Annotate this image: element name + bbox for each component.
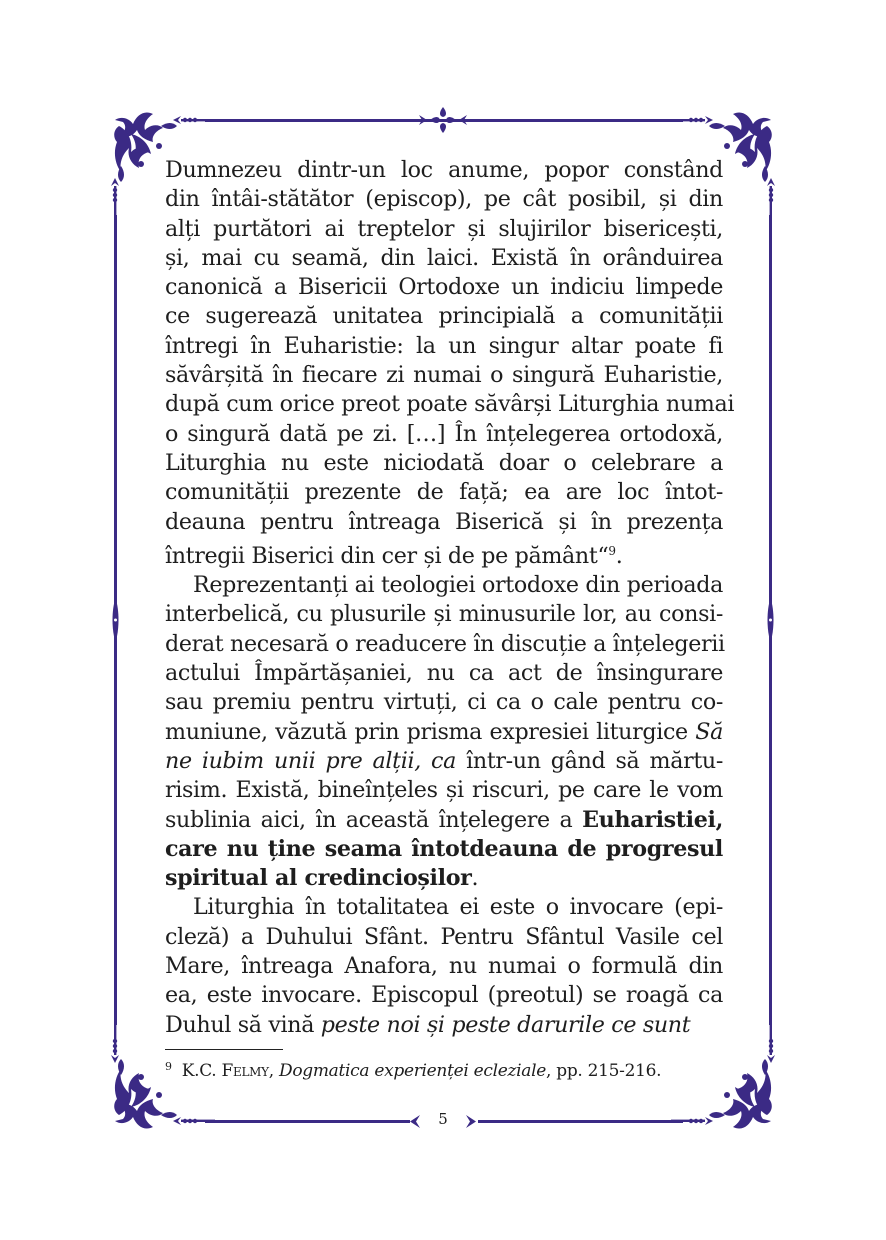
text-line xyxy=(165,508,723,537)
text-line xyxy=(165,390,735,419)
footnote-reference: 9 xyxy=(608,543,616,558)
text-run: deauna pentru întreaga Biserică și în prezența xyxy=(165,508,723,535)
text-line xyxy=(165,630,723,659)
text-run: ea, este invocare. Episcopul (preotul) se roagă ca xyxy=(165,982,723,1009)
text-line xyxy=(165,571,723,600)
footnote-title: Dogmatica experienței ecleziale xyxy=(278,1061,547,1081)
footnote-rule xyxy=(165,1049,283,1050)
text-run: și, mai cu seamă, din laici. Există în orânduirea xyxy=(165,244,723,271)
text-run: Euharistiei, xyxy=(582,806,723,833)
text-run: sublinia aici, în această înțelegere a xyxy=(165,806,583,833)
text-line xyxy=(165,747,723,776)
text-run: spiritual al credincioșilor xyxy=(165,865,472,892)
text-run: Mare, întreaga Anafora, nu numai o formulă din xyxy=(165,953,723,980)
text-line xyxy=(165,981,723,1010)
text-run: o singură dată pe zi. […] În înțelegerea ortodoxă, xyxy=(165,420,723,447)
text-line xyxy=(165,449,723,478)
text-line xyxy=(165,332,723,361)
text-line xyxy=(165,244,723,273)
text-run: . xyxy=(471,865,479,892)
text-line xyxy=(165,361,723,390)
text-run: . xyxy=(615,542,623,569)
text-line xyxy=(165,537,723,571)
text-run: Reprezentanți ai teologiei ortodoxe din perioada xyxy=(193,572,723,599)
text-run: alți purtători ai treptelor și slujirilor bisericești, xyxy=(165,215,723,242)
text-run: după cum orice preot poate săvârși Liturghia numai xyxy=(165,391,735,418)
text-line xyxy=(165,864,723,893)
text-run: care nu ține seama întotdeauna de progresul xyxy=(165,835,723,862)
text-run: canonică a Bisericii Ortodoxe un indiciu limpede xyxy=(165,274,723,301)
text-run: într-un gând să mărtu- xyxy=(456,747,724,774)
text-run: interbelică, cu plusurile și minusurile lor, au consi- xyxy=(165,601,723,628)
text-run: peste noi și peste darurile ce sunt xyxy=(320,1011,691,1038)
paragraph xyxy=(165,156,735,571)
text-run: Să xyxy=(695,718,723,745)
text-line xyxy=(165,1011,723,1040)
text-line xyxy=(165,835,723,864)
text-run: cleză) a Duhului Sfânt. Pentru Sfântul Vasile cel xyxy=(165,923,723,950)
text-run: Liturghia nu este niciodată doar o celebrare a xyxy=(165,449,723,476)
text-line xyxy=(165,185,723,214)
text-run: ne iubim unii pre alții, ca xyxy=(165,747,456,774)
text-line xyxy=(165,156,723,185)
text-run: Liturghia în totalitatea ei este o invocare (epi- xyxy=(193,894,723,921)
text-line xyxy=(165,420,723,449)
text-line xyxy=(165,659,723,688)
text-line xyxy=(165,893,723,922)
text-line xyxy=(165,923,723,952)
text-run: întregi în Euharistie: la un singur altar poate fi xyxy=(165,332,723,359)
bottom-left-arrow xyxy=(410,1115,420,1128)
footnote-pages: , pp. 215-216. xyxy=(546,1061,662,1081)
footnote: $^9$ K.C. Felmy, Dogmatica experienței ecleziale, pp. 215-216. xyxy=(165,1060,662,1081)
footnote-author-initials: K.C. xyxy=(181,1061,217,1081)
text-run: Dumnezeu dintr-un loc anume, popor constând xyxy=(165,157,723,183)
text-line xyxy=(165,302,723,331)
page-number: 5 xyxy=(438,1110,448,1128)
text-line xyxy=(165,478,723,507)
text-run: sau premiu pentru virtuți, ci ca o cale pentru co- xyxy=(165,689,723,716)
left-side-ornament xyxy=(113,598,119,642)
footnote-author-surname: Felmy xyxy=(221,1061,269,1081)
paragraph xyxy=(165,571,723,893)
text-line xyxy=(165,952,723,981)
text-line xyxy=(165,776,723,805)
text-line xyxy=(165,215,723,244)
text-run: săvârșită în fiecare zi numai o singură Euharistie, xyxy=(165,362,723,389)
text-run: comunității prezente de față; ea are loc întot- xyxy=(165,479,723,506)
text-run: derat necesară o readucere în discuție a înțelegerii xyxy=(165,630,725,657)
text-line xyxy=(165,718,723,747)
footnote-number: 9 xyxy=(165,1060,172,1073)
text-line xyxy=(165,806,723,835)
text-line xyxy=(165,688,723,717)
text-run: ce sugerează unitatea principială a comunității xyxy=(165,303,723,330)
text-run: risim. Există, bineînțeles și riscuri, pe care le vom xyxy=(165,777,723,804)
border-bottom-line-right xyxy=(478,1120,683,1123)
text-line xyxy=(165,273,723,302)
paragraph xyxy=(165,893,723,1039)
border-bottom-line-left xyxy=(205,1120,410,1123)
border-top-line xyxy=(205,119,683,122)
body-text xyxy=(165,156,735,1040)
text-line xyxy=(165,600,723,629)
bottom-right-arrow xyxy=(466,1115,476,1128)
right-side-ornament xyxy=(768,598,774,642)
text-run: Duhul să vină xyxy=(165,1011,321,1038)
text-run: muniune, văzută prin prisma expresiei liturgice xyxy=(165,718,696,745)
text-run: întregii Biserici din cer și de pe pământ“ xyxy=(165,542,609,569)
text-run: actului Împărtășaniei, nu ca act de însingurare xyxy=(165,660,723,687)
text-run: din întâi-stătător (episcop), pe cât posibil, și din xyxy=(165,186,723,213)
